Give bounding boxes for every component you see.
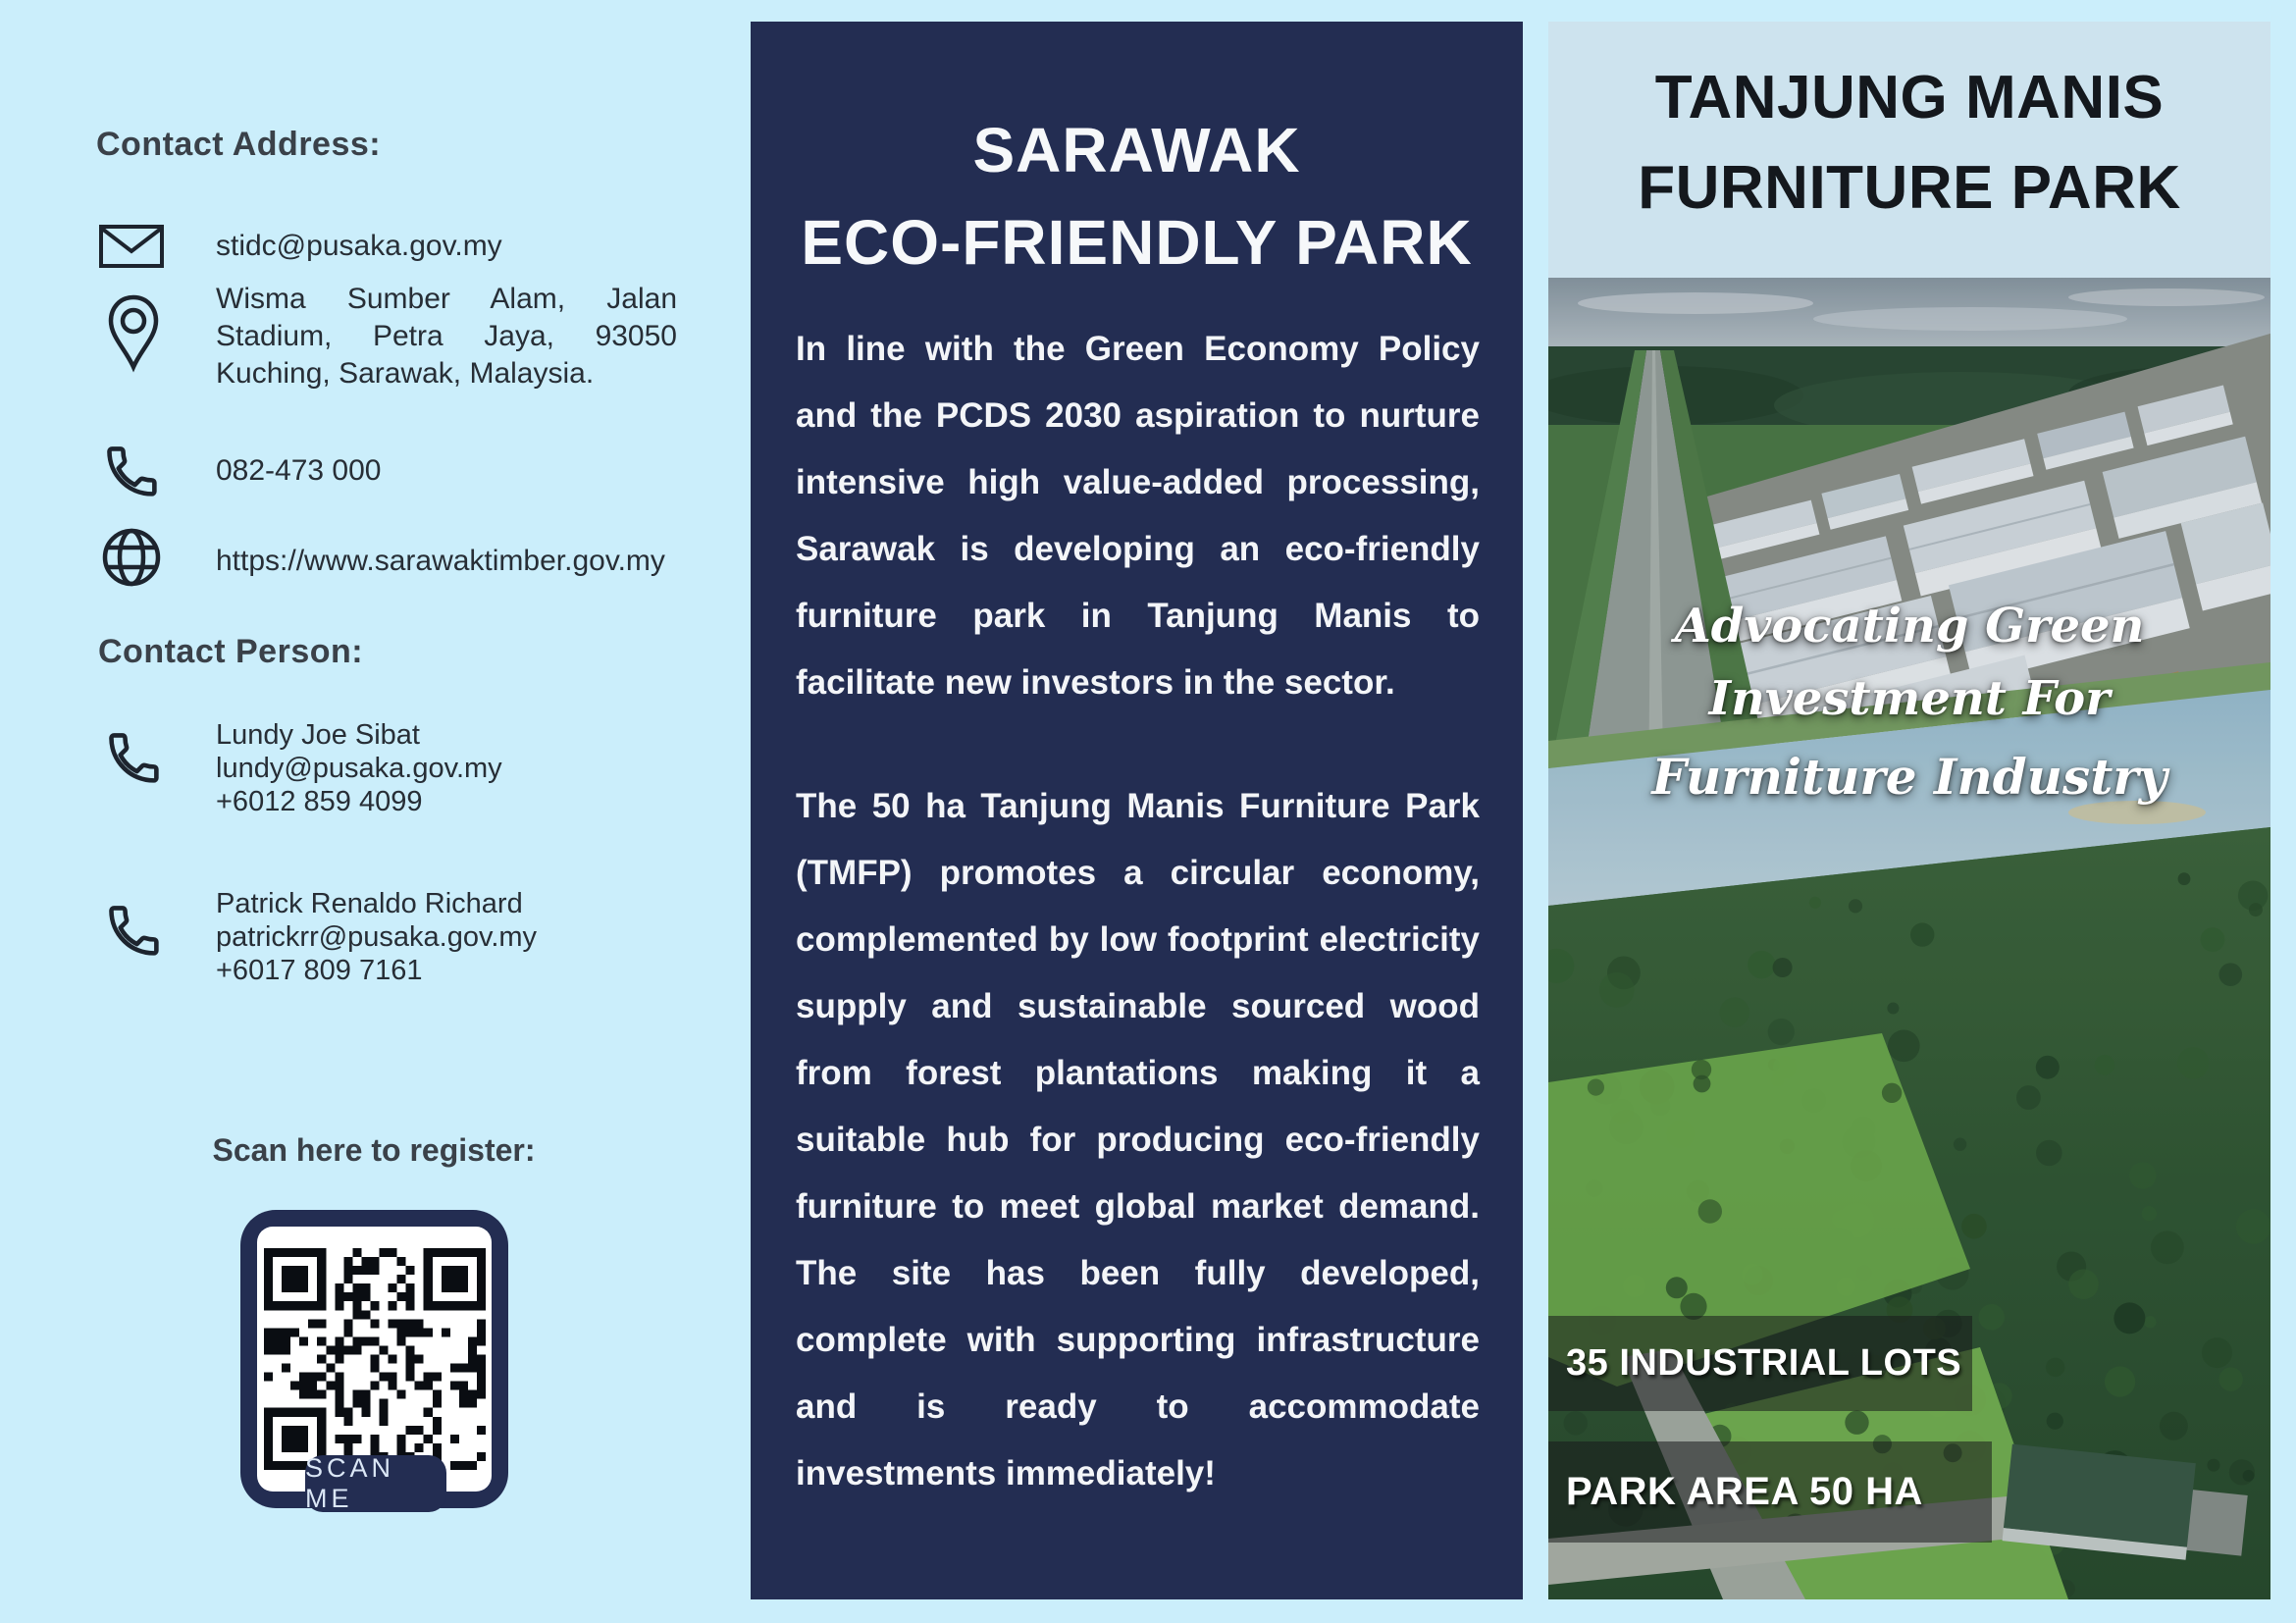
phone-icon: [98, 438, 161, 505]
photo-caption-line2: Furniture Industry: [1651, 748, 2167, 806]
person-name: Patrick Renaldo Richard: [216, 888, 523, 919]
aerial-photo: [1548, 278, 2270, 1599]
email-text: stidc@pusaka.gov.my: [216, 230, 502, 262]
middle-title: [751, 104, 1523, 288]
location-pin-icon: [106, 294, 161, 378]
phone-icon: [100, 724, 163, 792]
person-name: Lundy Joe Sibat: [216, 719, 420, 751]
description-panel: [751, 22, 1523, 1599]
website-text: https://www.sarawaktimber.gov.my: [216, 545, 665, 577]
qr-code: [257, 1227, 492, 1492]
description-paragraph-2: The 50 ha Tanjung Manis Furniture Park (TMFP) promotes a circular economy, complemented by low footprint electricity supply and sustainable sourced wood from forest plantations making it a suitable hub for producing eco-friendly furniture to meet global market demand. The site has been fully developed, complete with supporting infrastructure and is ready to accommodate investments immediately!: [796, 787, 1480, 1492]
scan-me-badge: SCAN ME: [305, 1455, 446, 1512]
cover-panel: [1548, 22, 2270, 1599]
description-body: [796, 316, 1480, 1507]
person-email: patrickrr@pusaka.gov.my: [216, 921, 538, 953]
middle-title-line1: SARAWAK: [972, 115, 1301, 185]
person-email: lundy@pusaka.gov.my: [216, 753, 502, 784]
page-title: [1548, 53, 2270, 234]
page-title-line2: FURNITURE PARK: [1638, 154, 2181, 222]
phone-icon: [100, 897, 163, 965]
industrial-lots-badge: 35 INDUSTRIAL LOTS: [1548, 1316, 1972, 1411]
email-icon: [98, 224, 165, 274]
office-phone-text: 082-473 000: [216, 454, 382, 487]
contact-person-1: [216, 718, 502, 818]
page-title-line1: TANJUNG MANIS: [1654, 64, 2165, 131]
contact-person-2: [216, 887, 537, 987]
person-phone: +6012 859 4099: [216, 786, 423, 817]
park-area-badge: PARK AREA 50 HA: [1548, 1441, 1992, 1543]
person-phone: +6017 809 7161: [216, 955, 423, 986]
address-text: Wisma Sumber Alam, Jalan Stadium, Petra Jaya, 93050 Kuching, Sarawak, Malaysia.: [216, 283, 677, 390]
contact-person-heading: Contact Person:: [98, 633, 364, 670]
contact-panel: [0, 0, 751, 1623]
photo-caption-line1: Advocating Green Investment For: [1674, 599, 2145, 726]
scan-register-heading: Scan here to register:: [212, 1132, 536, 1168]
photo-caption: [1548, 590, 2270, 819]
description-paragraph-1: In line with the Green Economy Policy and the PCDS 2030 aspiration to nurture intensive high value-added processing, Sarawak is developing an eco-friendly furniture park in Tanjung Manis to facilitate new investors in the sector.: [796, 330, 1480, 702]
globe-icon: [100, 526, 163, 594]
middle-title-line2: ECO-FRIENDLY PARK: [801, 207, 1473, 278]
contact-address-heading: Contact Address:: [96, 126, 382, 163]
